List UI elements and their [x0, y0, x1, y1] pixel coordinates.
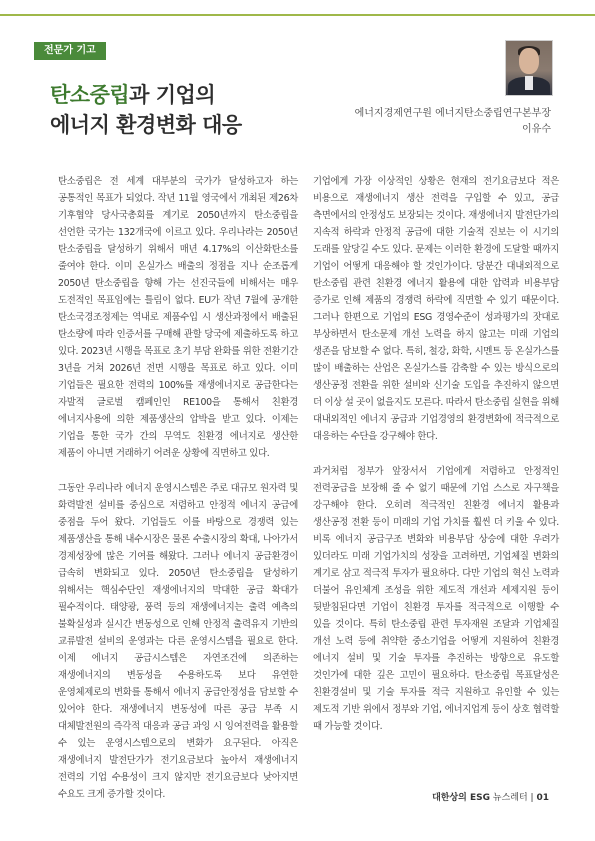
article-title	[50, 80, 242, 140]
top-accent-bar	[0, 14, 595, 16]
paragraph: 과거처럼 정부가 앞장서서 기업에게 저렴하고 안정적인 전력공급을 보장해 줄 수 없기 때문에 기업 스스로 자구책을 강구해야 한다. 오히려 적극적인 친환경 에너지 활용과 생산공정 전환 등이 미래의 기업 가치를 훨씬 더 키울 수 있다. 비록 에너지 공급구조 변화와 비용부담 상승에 대한 우려가 있더라도 미래 기업가치의 성장을 고려하면, 기업체질 변화의 계기로 삼고 적극적 투자가 필요하다. 다만 기업의 혁신 노력과 더불어 유인체계 조성을 위한 제도적 개선과 세제지원 등이 뒷받침된다면 기업이 친환경 투자를 적극적으로 이행할 수 있을 것이다. 특히 탄소중립 관련 투자재원 조달과 기업체질 개선 노력 등에 취약한 중소기업을 어떻게 지원하여 친환경 에너지 설비 및 기술 투자를 추진하는 방향으로 유도할 것인가에 대한 깊은 고민이 필요하다. 탄소중립 목표달성은 친환경설비 및 기술 투자를 적극 지원하고 유인할 수 있는 제도적 기반 위에서 정부와 기업, 에너지업계 등이 상호 협력할 때 가능할 것이다.	[313, 466, 559, 732]
title-highlight: 탄소중립	[50, 83, 130, 107]
footer-label: 뉴스레터	[492, 793, 528, 803]
body-column-left	[58, 173, 298, 803]
body-column-right	[313, 173, 559, 735]
page-number: 01	[536, 793, 549, 803]
page-footer	[432, 790, 549, 803]
title-line-1	[50, 80, 242, 110]
author-name: 이유수	[522, 124, 551, 135]
author-photo	[505, 40, 553, 96]
category-tag: 전문가 기고	[34, 42, 106, 60]
paragraph: 그동안 우리나라 에너지 운영시스템은 주로 대규모 원자력 및 화력발전 설비를 중심으로 저렴하고 안정적 에너지 공급에 중점을 두어 왔다. 기업들도 이를 바탕으로 경쟁력 있는 제품생산을 통해 내수시장은 물론 수출시장의 확대, 나아가서 경제성장에 많은 기여를 해왔다. 그러나 에너지 공급환경이 급속히 변화되고 있다. 2050년 탄소중립을 달성하기 위해서는 핵심수단인 재생에너지의 막대한 공급 확대가 필수적이다. 태양광, 풍력 등의 재생에너지는 출력 예측의 불확실성과 실시간 변동성으로 인해 안정적 출력유지 기반의 교류발전 설비의 운영과는 다른 운영시스템을 필요로 한다. 이제 에너지 공급시스템은 자연조건에 의존하는 재생에너지의 변동성을 수용하도록 보다 유연한 운영체제로의 변화를 통해서 에너지 공급안정성을 담보할 수 있어야 한다. 재생에너지 변동성에 따른 공급 부족 시 대체발전원의 즉각적 대응과 공급 과잉 시 잉여전력을 활용할 수 있는 운영시스템으로의 변화가 요구된다. 아직은 재생에너지 발전단가가 전기요금보다 높아서 재생에너지 전력의 기업 수용성이 크지 않지만 전기요금보다 낮아지면 수요도 크게 증가할 것이다.	[58, 483, 298, 800]
footer-brand: 대한상의 ESG	[432, 793, 491, 803]
paragraph: 기업에게 가장 이상적인 상황은 현재의 전기요금보다 적은 비용으로 재생에너지 생산 전력을 구입할 수 있고, 공급 측면에서의 안정성도 보장되는 것이다. 재생에너지 발전단가의 지속적 하락과 안정적 공급에 대한 기술적 진보는 이 시기의 도래를 앞당길 수도 있다. 문제는 이러한 환경에 도달할 때까지 기업이 어떻게 대응해야 할 것인가이다. 당분간 대내외적으로 탄소중립 관련 친환경 에너지 활용에 대한 압력과 비용부담 증가로 인해 제품의 경쟁력 하락에 직면할 수 있기 때문이다. 그러나 한편으로 기업의 ESG 경영수준이 성과평가의 잣대로 부상하면서 탄소문제 개선 노력을 하지 않고는 미래 기업의 생존을 담보할 수 없다. 특히, 철강, 화학, 시멘트 등 온실가스를 많이 배출하는 산업은 온실가스를 감축할 수 있는 방식으로의 생산공정 전환을 위한 설비와 신기술 도입을 추진하지 않으면 더 이상 설 곳이 없을지도 모른다. 따라서 탄소중립 실현을 위해 대내외적인 에너지 공급과 기업경영의 환경변화에 적극적으로 대응하는 수단을 강구해야 한다.	[313, 176, 559, 442]
author-affiliation: 에너지경제연구원 에너지탄소중립연구본부장	[354, 108, 551, 119]
title-line-1-rest: 과 기업의	[129, 83, 216, 107]
paragraph: 탄소중립은 전 세계 대부분의 국가가 달성하고자 하는 공통적인 목표가 되었다. 작년 11월 영국에서 개최된 제26차 기후협약 당사국총회를 계기로 2050년까지 탄소중립을 선언한 국가는 132개국에 이르고 있다. 우리나라는 2050년 탄소중립을 달성하기 위해서 매년 4.17%의 이산화탄소를 줄여야 한다. 이미 온실가스 배출의 정점을 지나 순조롭게 2050년 탄소중립을 향해 가는 선진국들에 비해서는 매우 도전적인 목표임에는 틀림이 없다. EU가 작년 7월에 공개한 탄소국경조정제는 역내로 제품수입 시 생산과정에서 배출된 탄소량에 따라 인증서를 구매해 관할 당국에 제출하도록 하고 있다. 2023년 시행을 목표로 초기 부담 완화를 위한 전환기간 3년을 거쳐 2026년 전면 시행을 목표로 하고 있다. 이미 기업들은 필요한 전력의 100%를 재생에너지로 공급한다는 자발적 글로벌 캠페인인 RE100을 통해서 친환경 에너지사용에 의한 제품생산의 압박을 받고 있다. 이제는 기업을 통한 국가 간의 무역도 친환경 에너지로 생산한 제품이 아니면 거래하기 어려운 상황에 직면하고 있다.	[58, 176, 298, 459]
footer-separator: |	[530, 793, 534, 803]
title-line-2: 에너지 환경변화 대응	[50, 113, 242, 137]
